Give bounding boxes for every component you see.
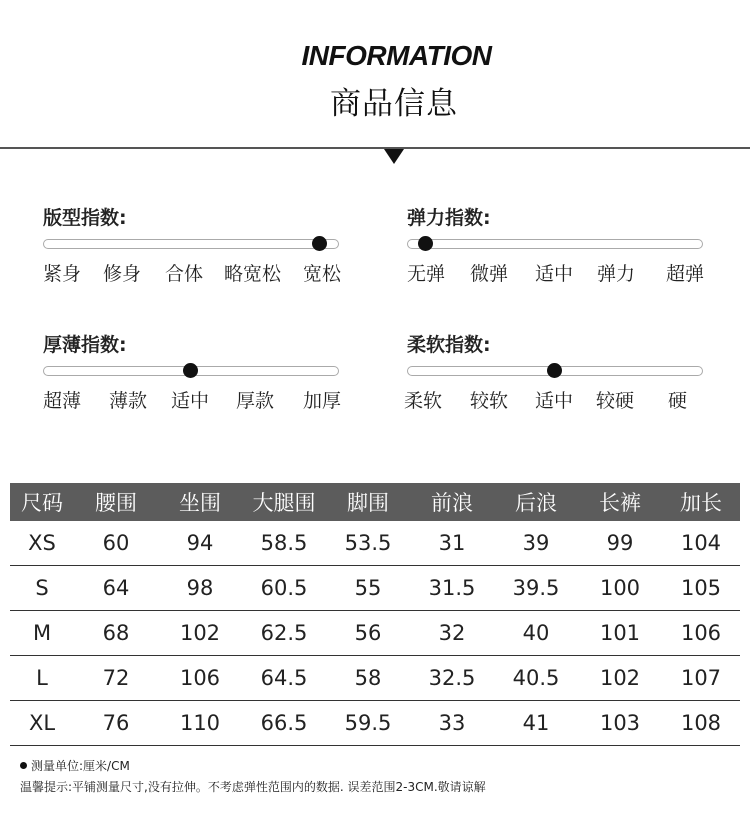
table-cell: 39	[494, 521, 578, 566]
table-cell: 41	[494, 701, 578, 746]
index-knob	[418, 236, 433, 251]
index-label: 微弹	[470, 263, 509, 285]
index-knob	[183, 363, 198, 378]
table-header-cell: 腰围	[74, 483, 158, 521]
table-row	[10, 521, 740, 566]
index-label: 较软	[470, 390, 509, 412]
table-cell: 55	[326, 566, 410, 611]
table-header-cell: 大腿围	[242, 483, 326, 521]
index-track	[43, 239, 339, 249]
table-cell: 64.5	[242, 656, 326, 701]
table-row	[10, 566, 740, 611]
table-cell: 103	[578, 701, 662, 746]
table-header-cell: 尺码	[10, 483, 74, 521]
index-label: 合体	[165, 263, 204, 285]
table-cell: 31.5	[410, 566, 494, 611]
tip-note: 温馨提示:平铺测量尺寸,没有拉伸。不考虑弹性范围内的数据. 误差范围2-3CM.敬请谅解	[20, 780, 486, 794]
table-cell: 31	[410, 521, 494, 566]
index-title: 弹力指数:	[407, 207, 491, 229]
table-cell: 106	[158, 656, 242, 701]
index-title: 版型指数:	[43, 207, 127, 229]
header-title-en: INFORMATION	[301, 40, 492, 71]
table-cell: 105	[662, 566, 740, 611]
index-label: 硬	[668, 390, 688, 412]
index-label: 弹力	[597, 263, 636, 285]
table-cell: 94	[158, 521, 242, 566]
unit-note	[20, 757, 130, 774]
index-label: 适中	[171, 390, 210, 412]
index-label: 超薄	[43, 390, 82, 412]
table-cell: 107	[662, 656, 740, 701]
table-cell: 98	[158, 566, 242, 611]
index-label: 无弹	[407, 263, 446, 285]
index-title: 柔软指数:	[407, 334, 491, 356]
table-cell: 59.5	[326, 701, 410, 746]
table-cell: 32.5	[410, 656, 494, 701]
table-header-cell: 脚围	[326, 483, 410, 521]
size-table	[10, 483, 740, 746]
index-label: 薄款	[109, 390, 148, 412]
index-label: 较硬	[596, 390, 635, 412]
index-knob	[547, 363, 562, 378]
index-label: 宽松	[303, 263, 342, 285]
table-cell: 58	[326, 656, 410, 701]
table-row	[10, 656, 740, 701]
index-label: 柔软	[404, 390, 443, 412]
table-cell: 106	[662, 611, 740, 656]
table-cell: 64	[74, 566, 158, 611]
index-label: 适中	[535, 263, 574, 285]
table-cell: 100	[578, 566, 662, 611]
index-label: 修身	[103, 263, 142, 285]
table-cell: 33	[410, 701, 494, 746]
table-header-cell: 前浪	[410, 483, 494, 521]
table-cell: 62.5	[242, 611, 326, 656]
table-cell: 110	[158, 701, 242, 746]
index-label: 加厚	[303, 390, 342, 412]
unit-note-text: 测量单位:厘米/CM	[31, 759, 130, 773]
table-cell: 102	[158, 611, 242, 656]
index-label: 厚款	[236, 390, 275, 412]
header-title-cn: 商品信息	[330, 86, 458, 122]
table-cell: XS	[10, 521, 74, 566]
index-track	[407, 239, 703, 249]
table-cell: 39.5	[494, 566, 578, 611]
index-label: 超弹	[666, 263, 705, 285]
divider-line	[0, 147, 750, 149]
table-cell: 72	[74, 656, 158, 701]
table-cell: 53.5	[326, 521, 410, 566]
table-cell: 66.5	[242, 701, 326, 746]
table-header-cell: 坐围	[158, 483, 242, 521]
table-header-row	[10, 483, 740, 521]
table-cell: 102	[578, 656, 662, 701]
bullet-icon	[20, 762, 27, 769]
index-label: 适中	[535, 390, 574, 412]
table-cell: 58.5	[242, 521, 326, 566]
table-cell: 40.5	[494, 656, 578, 701]
table-cell: 99	[578, 521, 662, 566]
table-cell: 40	[494, 611, 578, 656]
table-cell: 56	[326, 611, 410, 656]
table-header-cell: 长裤	[578, 483, 662, 521]
table-cell: M	[10, 611, 74, 656]
table-row	[10, 701, 740, 746]
down-arrow-icon	[384, 149, 404, 164]
table-cell: L	[10, 656, 74, 701]
table-cell: S	[10, 566, 74, 611]
table-cell: 60.5	[242, 566, 326, 611]
index-label: 紧身	[43, 263, 82, 285]
table-cell: 101	[578, 611, 662, 656]
table-cell: 32	[410, 611, 494, 656]
table-cell: 76	[74, 701, 158, 746]
table-cell: 108	[662, 701, 740, 746]
table-row	[10, 611, 740, 656]
table-header-cell: 后浪	[494, 483, 578, 521]
table-cell: 68	[74, 611, 158, 656]
index-label: 略宽松	[224, 263, 282, 285]
table-cell: 104	[662, 521, 740, 566]
index-title: 厚薄指数:	[43, 334, 127, 356]
table-header-cell: 加长	[662, 483, 740, 521]
table-cell: XL	[10, 701, 74, 746]
table-cell: 60	[74, 521, 158, 566]
